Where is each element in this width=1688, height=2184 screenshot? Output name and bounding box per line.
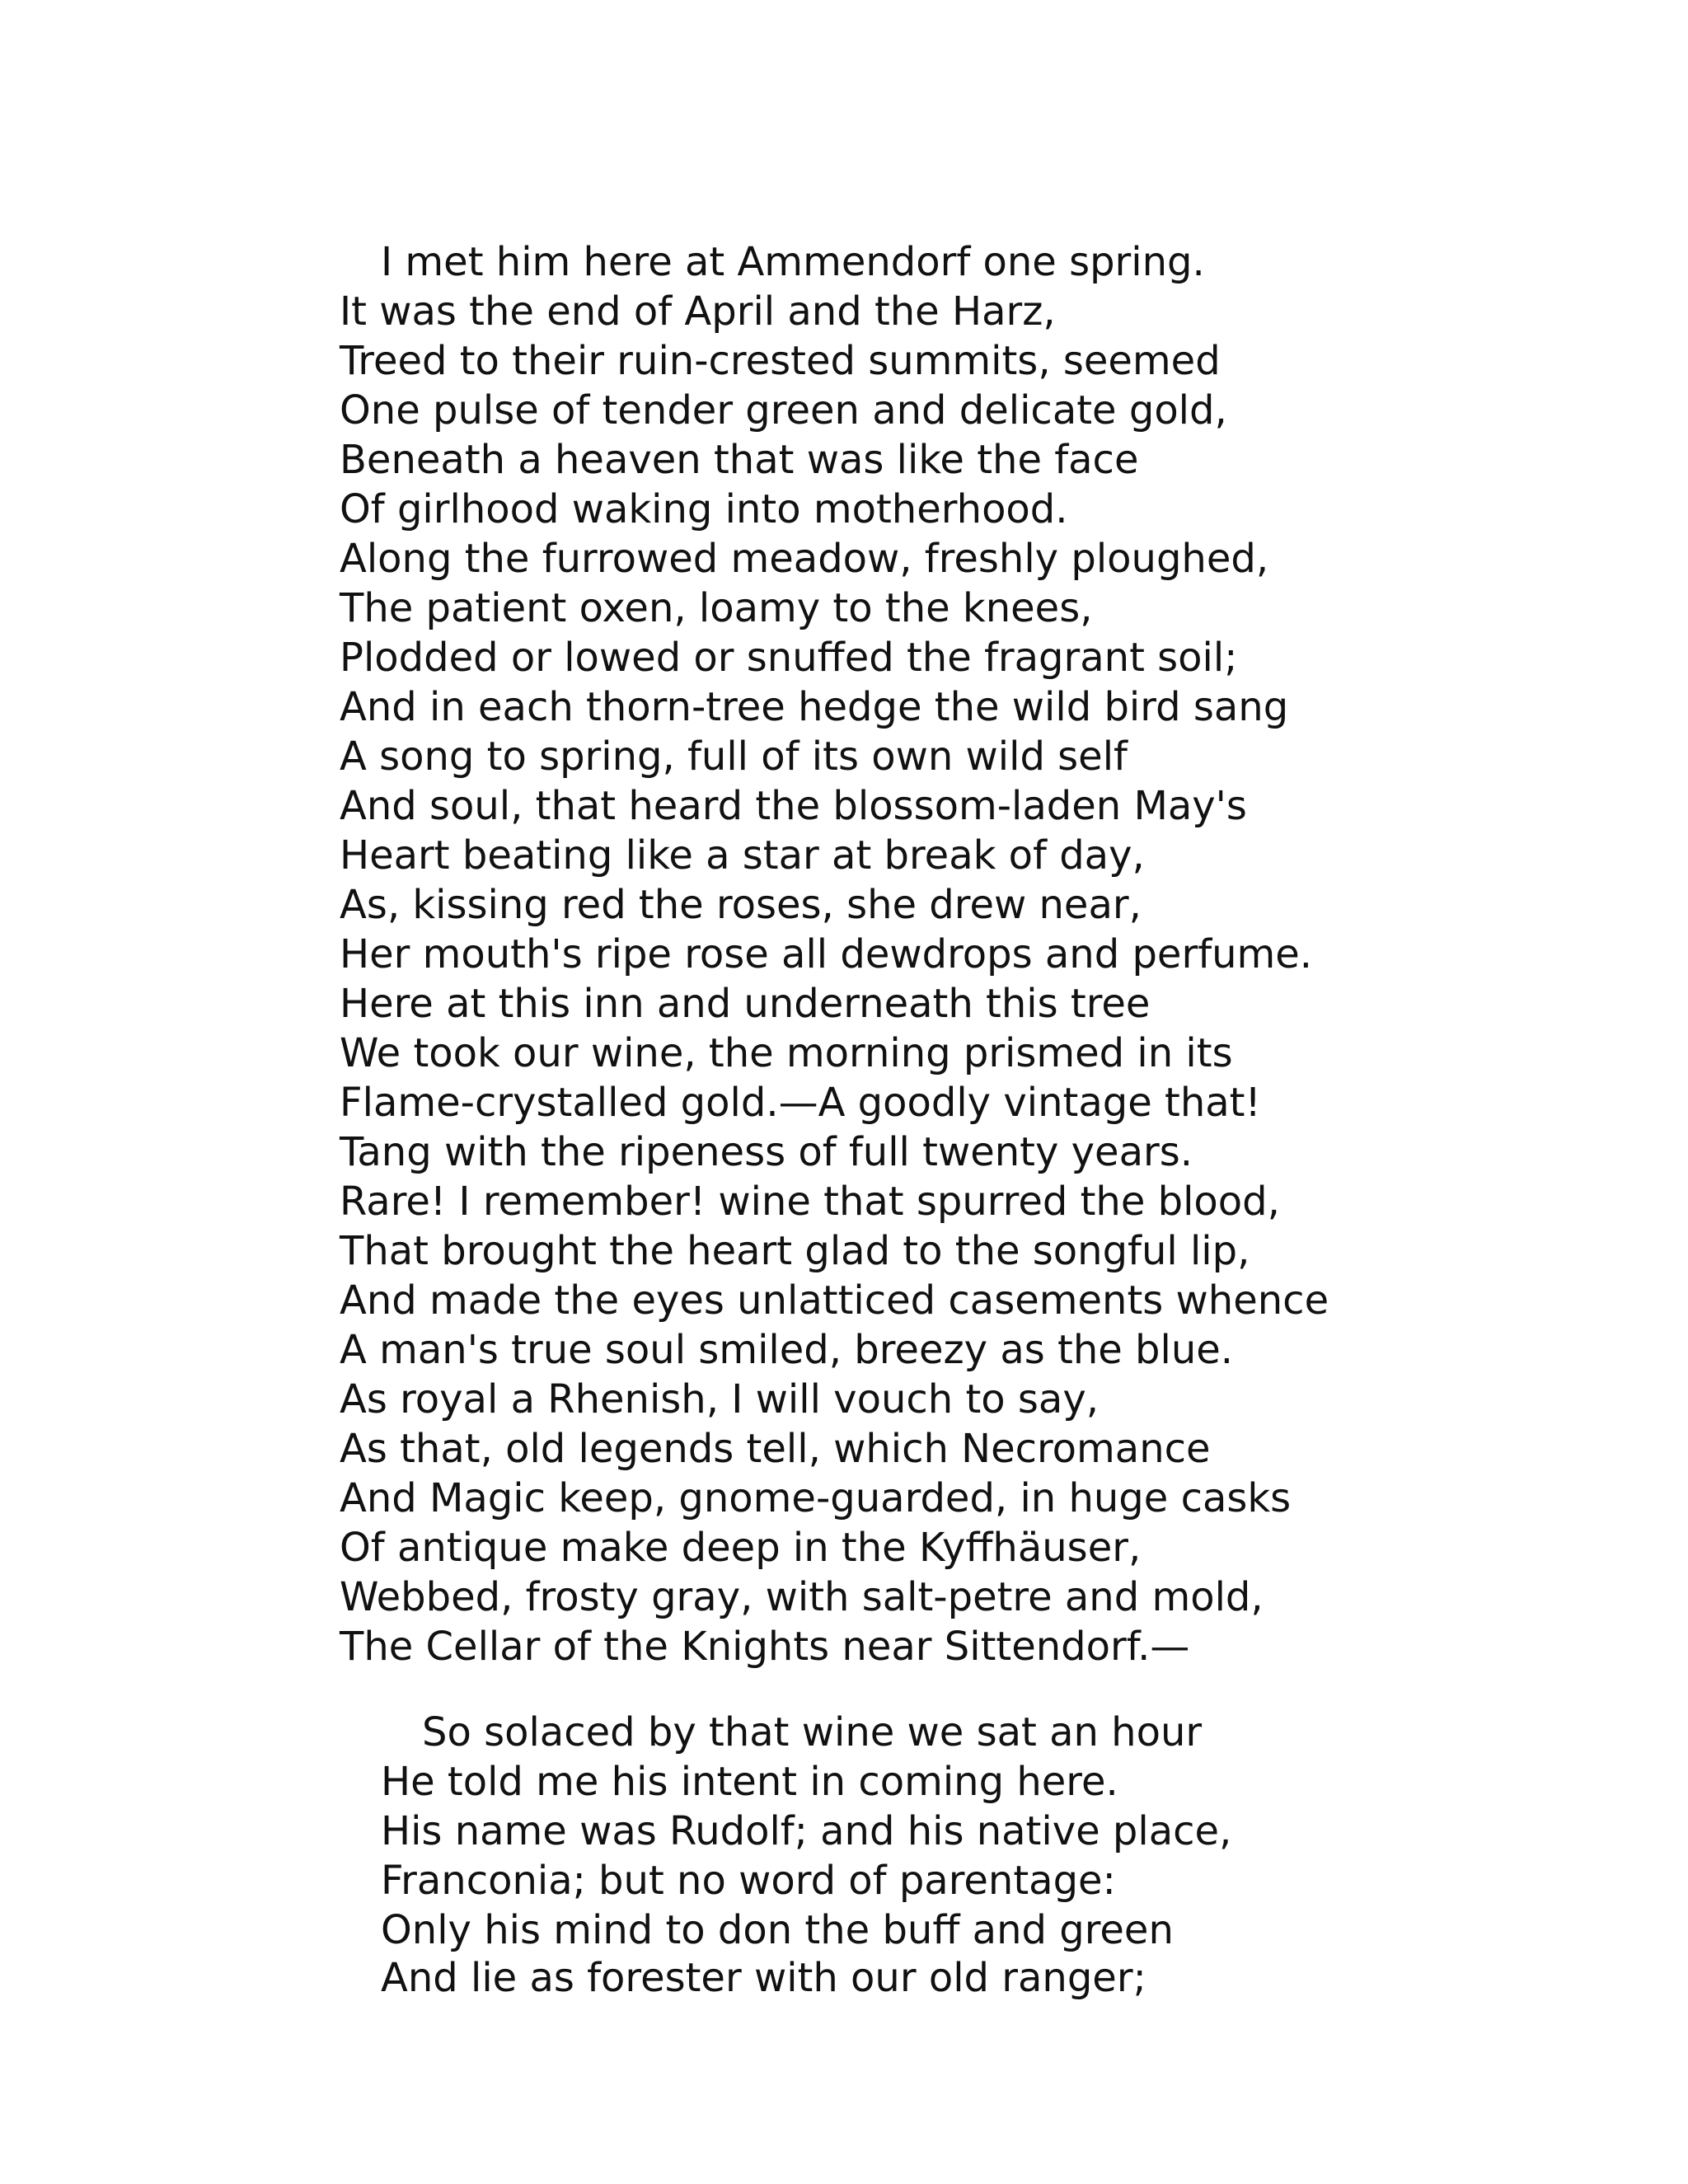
poem-line: A man's true soul smiled, breezy as the blue. xyxy=(340,1327,1234,1373)
poem-line: I met him here at Ammendorf one spring. xyxy=(381,239,1205,285)
poem-line: Her mouth's ripe rose all dewdrops and perfume. xyxy=(340,931,1313,977)
poem-line: The Cellar of the Knights near Sittendorf.— xyxy=(340,1624,1190,1670)
poem-line: Franconia; but no word of parentage: xyxy=(381,1858,1116,1904)
poem-line: Treed to their ruin-crested summits, seemed xyxy=(340,338,1221,384)
poem-line: Beneath a heaven that was like the face xyxy=(340,437,1139,483)
poem-line: Plodded or lowed or snuffed the fragrant soil; xyxy=(340,635,1238,681)
poem-line: The patient oxen, loamy to the knees, xyxy=(340,585,1093,631)
cut-off-line-region xyxy=(381,1955,1370,2001)
poem-line: Only his mind to don the buff and green xyxy=(381,1907,1174,1953)
poem-line: One pulse of tender green and delicate gold, xyxy=(340,387,1227,434)
poem-line: Of girlhood waking into motherhood. xyxy=(340,486,1068,532)
poem-line: Of antique make deep in the Kyffhäuser, xyxy=(340,1525,1142,1571)
poem-line: Rare! I remember! wine that spurred the blood, xyxy=(340,1179,1280,1225)
poem-line: His name was Rudolf; and his native place, xyxy=(381,1808,1232,1854)
poem-line: That brought the heart glad to the songful lip, xyxy=(340,1228,1250,1274)
poem-line: It was the end of April and the Harz, xyxy=(340,288,1056,335)
poem-line: And made the eyes unlatticed casements whence xyxy=(340,1277,1329,1324)
poem-line: And Magic keep, gnome-guarded, in huge casks xyxy=(340,1475,1292,1521)
poem-stanza-2 xyxy=(381,1708,1231,1955)
poem-line: And soul, that heard the blossom-laden May's xyxy=(340,783,1247,829)
poem-line: Here at this inn and underneath this tree xyxy=(340,981,1151,1027)
poem-line: We took our wine, the morning prismed in its xyxy=(340,1030,1233,1076)
poem-line: Heart beating like a star at break of day, xyxy=(340,832,1145,879)
poem-stanza-1 xyxy=(340,237,1329,1671)
poem-line: Flame-crystalled gold.—A goodly vintage that! xyxy=(340,1080,1261,1126)
poem-line: As, kissing red the roses, she drew near, xyxy=(340,882,1142,928)
poem-line: A song to spring, full of its own wild self xyxy=(340,733,1128,780)
poem-line: And in each thorn-tree hedge the wild bird sang xyxy=(340,684,1289,730)
poem-line: Webbed, frosty gray, with salt-petre and mold, xyxy=(340,1574,1264,1620)
poem-line: Along the furrowed meadow, freshly ploughed, xyxy=(340,536,1269,582)
cut-off-poem-line: And lie as forester with our old ranger; xyxy=(381,1955,1146,2001)
poem-line: As that, old legends tell, which Necromance xyxy=(340,1426,1211,1472)
poem-line: He told me his intent in coming here. xyxy=(381,1759,1118,1805)
poem-line: As royal a Rhenish, I will vouch to say, xyxy=(340,1376,1099,1422)
poem-line: Tang with the ripeness of full twenty years. xyxy=(340,1129,1193,1175)
poem-line: So solaced by that wine we sat an hour xyxy=(422,1709,1203,1755)
